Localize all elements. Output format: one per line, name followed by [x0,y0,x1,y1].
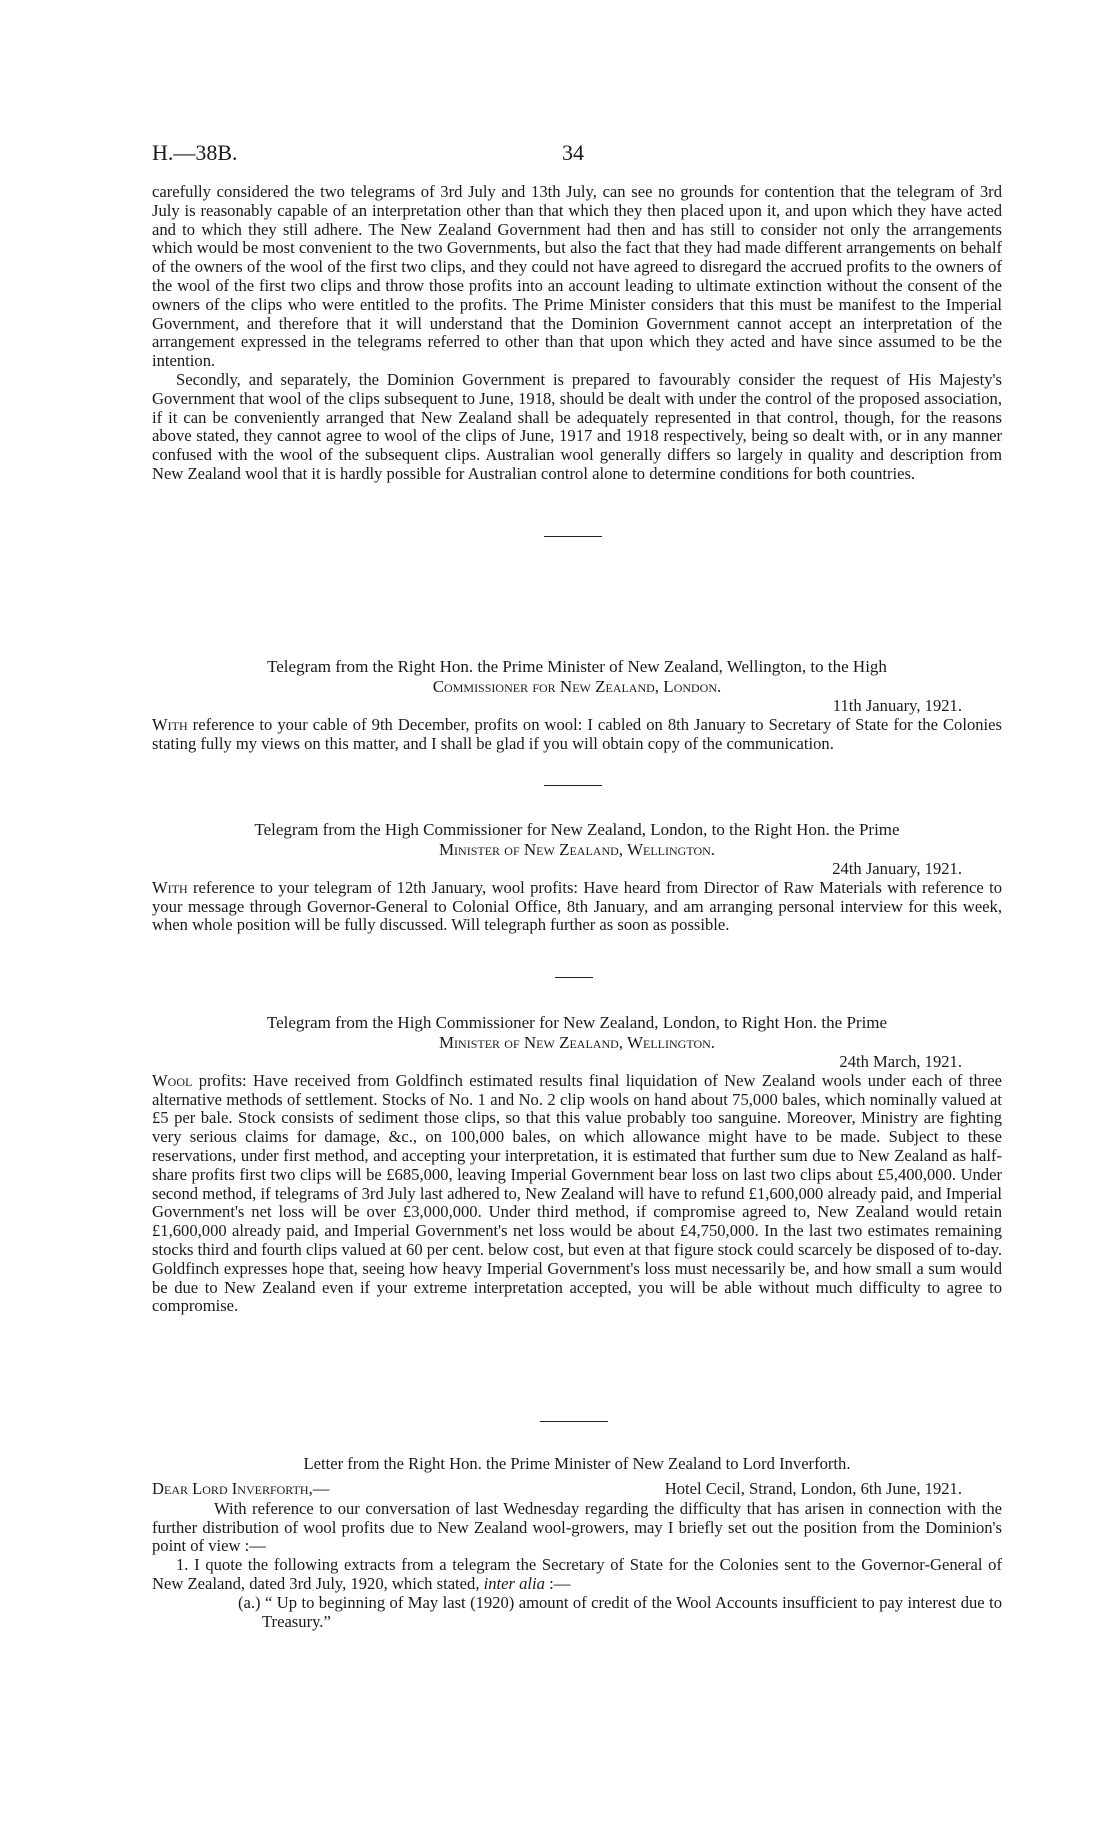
telegram-1-title [152,657,1002,697]
letter-salutation-row [152,1480,1002,1500]
telegram-3 [152,1013,1002,1316]
telegram-3-title-line-1: Telegram from the High Commissioner for New Zealand, London, to Right Hon. the Prime [266,1013,888,1032]
letter-paragraph-2 [152,1556,1002,1594]
telegram-1-lead-word: With [152,714,188,734]
telegram-1-body [152,716,1002,754]
telegram-3-date: 24th March, 1921. [839,1052,962,1071]
telegram-2-body [152,879,1002,935]
letter-paragraph-1: With reference to our conversation of last Wednesday regarding the difficulty that has arisen in connection with the further distribution of wool profits due to New Zealand wool-growers, may I briefly set out the position from the Dominion's point of view :— [152,1498,1002,1556]
telegram-3-body [152,1072,1002,1316]
section-divider [544,785,602,786]
telegram-1 [152,657,1002,753]
telegram-1-title-line-1: Telegram from the Right Hon. the Prime Minister of New Zealand, Wellington, to the High [267,657,887,676]
telegram-2-title-line-2: Minister of New Zealand, Wellington. [438,840,716,859]
section-divider [555,977,593,978]
letter-paragraph-2-end: :— [544,1573,571,1593]
telegram-2-title-line-1: Telegram from the High Commissioner for New Zealand, London, to the Right Hon. the Prime [254,820,900,839]
telegram-3-text: profits: Have received from Goldfinch estimated results final liquidation of New Zealand wools under each of three alternative methods of settlement. Stocks of No. 1 and No. 2 clip wools on hand about 75,000 bales, which nominally valued at £5 per bale. Stock consists of sediment those clips, so that this value probably too sanguine. Moreover, Ministry are fighting very serious claims for damage, &c., on 100,000 bales, on which allowance might have to be made. Subject to these reservations, under first method, and accepting your interpretation, it is estimated that further sum due to New Zealand as half-share profits first two clips will be £685,000, leaving Imperial Government bear loss on last two clips about £5,400,000. Under second method, if telegrams of 3rd July last adhered to, New Zealand will have to refund £1,600,000 already paid, and Imperial Government's net loss will be over £3,000,000. Under third method, if compromise agreed to, New Zealand would retain £1,600,000 already paid, and Imperial Government's net loss would be about £4,750,000. In the last two estimates remaining stocks third and fourth clips valued at 60 per cent. below cost, but even at that figure stock could scarcely be disposed of to-day. Goldfinch expresses hope that, seeing how heavy Imperial Government's loss must necessarily be, and how small a sum would be due to New Zealand even if your extreme interpretation accepted, you will be able without much difficulty to agree to compromise. [152,1070,1002,1316]
section-divider [544,536,602,537]
continuation-paragraph-2: Secondly, and separately, the Dominion Government is prepared to favourably consider the request of His Majesty's Government that wool of the clips subsequent to June, 1918, should be dealt with under the control of the proposed association, if it can be conveniently arranged that New Zealand shall be adequately represented in that control, though, for the reasons above stated, they cannot agree to wool of the clips of June, 1917 and 1918 respectively, being so dealt with, or in any manner confused with the wool of the subsequent clips. Australian wool generally differs so largely in quality and description from New Zealand wool that it is hardly possible for Australian control alone to determine conditions for both countries. [152,369,1002,483]
page-number: 34 [562,140,584,165]
continuation-section [152,183,1002,484]
telegram-2 [152,820,1002,935]
telegram-3-title-line-2: Minister of New Zealand, Wellington. [438,1033,716,1052]
telegram-2-text: reference to your telegram of 12th January, wool profits: Have heard from Director of Raw Materials with reference to your message through Governor-General to Colonial Office, 8th January, and am arranging personal interview for this week, when whole position will be fully discussed. Will telegraph further as soon as possible. [152,877,1002,935]
section-divider [540,1421,608,1422]
letter-item-a-label: (a.) [238,1592,261,1612]
telegram-2-lead-word: With [152,877,188,897]
letter [152,1455,1002,1631]
telegram-3-title [152,1013,1002,1053]
telegram-3-lead-word: Wool [152,1070,193,1090]
letter-title: Letter from the Right Hon. the Prime Minister of New Zealand to Lord Inverforth. [303,1454,851,1473]
telegram-1-text: reference to your cable of 9th December, profits on wool: I cabled on 8th January to Secretary of State for the Colonies stating fully my views on this matter, and I shall be glad if you will obtain copy of the communication. [152,714,1002,753]
letter-item-a-text: “ Up to beginning of May last (1920) amount of credit of the Wool Accounts insufficient to pay interest due to Treasury.” [260,1592,1002,1631]
telegram-2-title [152,820,1002,860]
telegram-1-title-line-2: Commissioner for New Zealand, London. [432,677,722,696]
letter-paragraph-2-text: 1. I quote the following extracts from a telegram the Secretary of State for the Colonies sent to the Governor-General of New Zealand, dated 3rd July, 1920, which stated, [152,1555,1002,1593]
letter-salutation: Dear Lord Inverforth,— [152,1478,330,1498]
letter-item-a [152,1594,1002,1632]
page-header [152,140,1002,170]
document-reference: H.—38B. [152,140,238,165]
letter-inter-alia: inter alia [483,1573,545,1593]
telegram-1-date: 11th January, 1921. [832,696,962,715]
continuation-paragraph-1: carefully considered the two telegrams of 3rd July and 13th July, can see no grounds for contention that the telegram of 3rd July is reasonably capable of an interpretation other than that which they then placed upon it, and upon which they have acted and to which they still adhere. The New Zealand Government had then and has still to consider not only the arrangements which would be most convenient to the two Governments, but also the fact that they had made different arrangements on behalf of the owners of the wool of the first two clips, and they could not have agreed to disregard the accrued profits to the owners of the wool of the first two clips and throw those profits into an account leading to ultimate extinction without the consent of the owners of the clips who were entitled to the profits. The Prime Minister considers that this must be manifest to the Imperial Government, and therefore that it will understand that the Dominion Government cannot accept an interpretation of the arrangement expressed in the telegrams referred to other than that upon which they acted and have since assumed to be the intention. [152,182,1002,371]
letter-address: Hotel Cecil, Strand, London, 6th June, 1921. [664,1478,962,1498]
telegram-2-date: 24th January, 1921. [832,859,962,878]
